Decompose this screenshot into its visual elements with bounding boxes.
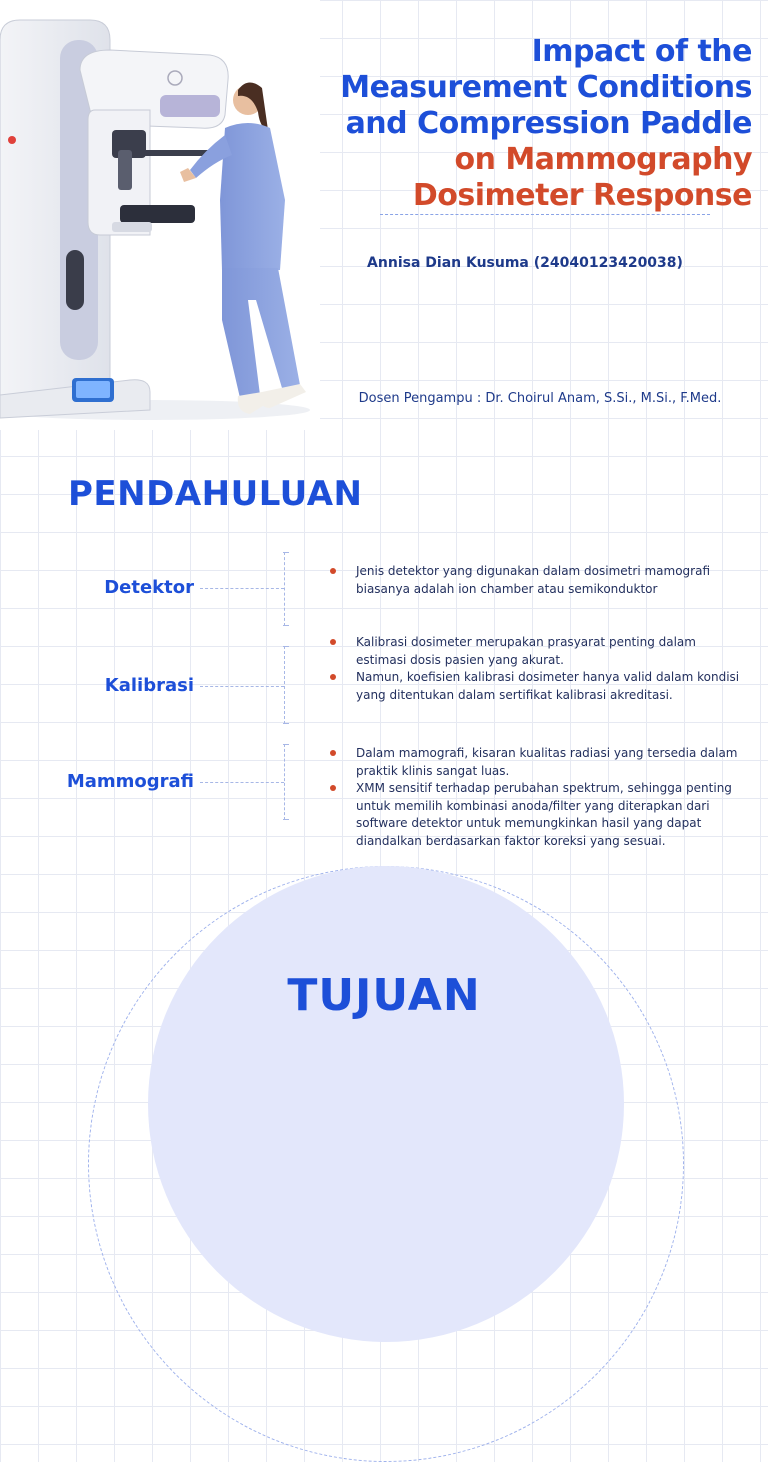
list-item: Kalibrasi dosimeter merupakan prasyarat penting dalam estimasi dosis pasien yang akurat. <box>328 634 748 669</box>
title-line: and Compression Paddle <box>345 106 752 141</box>
row-label-kalibrasi: Kalibrasi <box>104 675 194 696</box>
row-label-detektor: Detektor <box>104 577 194 598</box>
bracket-divider <box>284 646 291 724</box>
decorative-circle <box>148 866 624 1342</box>
title-line: Impact of the <box>531 34 752 69</box>
mammography-illustration <box>0 0 320 430</box>
bullet-list-detektor <box>328 563 748 598</box>
connector-line <box>200 686 284 687</box>
connector-line <box>200 588 284 589</box>
connector-line <box>200 782 284 783</box>
section-heading: PENDAHULUAN <box>68 474 363 514</box>
list-item: XMM sensitif terhadap perubahan spektrum, sehingga penting untuk memilih kombinasi anoda/filter yang diterapkan dari software detektor untuk memungkinkan hasil yang dapat diandalkan berdasarkan faktor koreksi yang sesuai. <box>328 780 748 850</box>
list-item: Dalam mamografi, kisaran kualitas radiasi yang tersedia dalam praktik klinis sangat luas. <box>328 745 748 780</box>
tujuan-heading: TUJUAN <box>287 970 481 1021</box>
title-line: Measurement Conditions <box>340 70 752 105</box>
title-divider <box>380 214 710 215</box>
bracket-divider <box>284 744 291 820</box>
bullet-list-kalibrasi <box>328 634 748 704</box>
bracket-divider <box>284 552 291 626</box>
title-line-accent: on Mammography <box>454 142 752 177</box>
poster-title <box>292 34 752 214</box>
mammography-machine-icon <box>0 0 320 430</box>
author-name: Annisa Dian Kusuma (24040123420038) <box>367 255 683 271</box>
lecturer-name: Dosen Pengampu : Dr. Choirul Anam, S.Si., M.Si., F.Med. <box>358 391 722 406</box>
bullet-list-mammografi <box>328 745 748 850</box>
list-item: Namun, koefisien kalibrasi dosimeter hanya valid dalam kondisi yang ditentukan dalam sertifikat kalibrasi akreditasi. <box>328 669 748 704</box>
list-item: Jenis detektor yang digunakan dalam dosimetri mamografi biasanya adalah ion chamber atau semikonduktor <box>328 563 748 598</box>
row-label-mammografi: Mammografi <box>66 771 194 792</box>
title-line-accent: Dosimeter Response <box>412 178 752 213</box>
